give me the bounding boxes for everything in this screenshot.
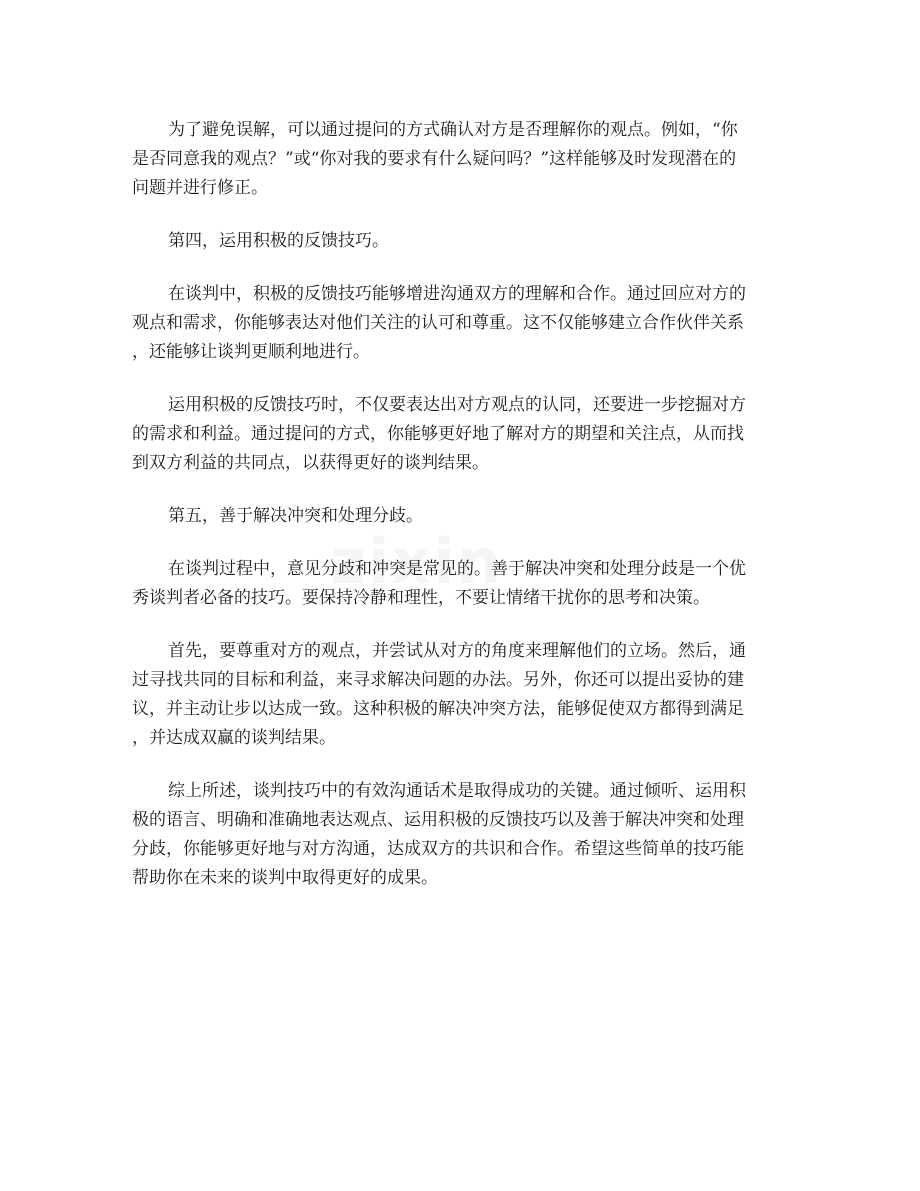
section-heading-5: 第五，善于解决冲突和处理分歧。 bbox=[168, 506, 423, 526]
paragraph-feedback-usage: 运用积极的反馈技巧时，不仅要表达出对方观点的认同，还要进一步挖掘对方 的需求和利益。通过提问的方式，你能够更好地了解对方的期望和关注点，从而找 到双方利益的共同点，以获得更好的谈判结果。 bbox=[132, 395, 746, 473]
paragraph-positive-feedback: 在谈判中，积极的反馈技巧能够增进沟通双方的理解和合作。通过回应对方的 观点和需求，你能够表达对他们关注的认可和尊重。这不仅能够建立合作伙伴关系 ，还能够让谈判更顺利地进行。 bbox=[132, 284, 746, 362]
watermark: zixin bbox=[330, 525, 503, 598]
document-body bbox=[132, 116, 792, 917]
paragraph-conflict-intro: 在谈判过程中，意见分歧和冲突是常见的。善于解决冲突和处理分歧是一个优 秀谈判者必备的技巧。要保持冷静和理性，不要让情绪干扰你的思考和决策。 bbox=[132, 559, 746, 608]
paragraph-clarify-by-asking: 为了避免误解，可以通过提问的方式确认对方是否理解你的观点。例如，“你 是否同意我的观点？”或“你对我的要求有什么疑问吗？”这样能够及时发现潜在的 问题并进行修正。 bbox=[132, 120, 738, 198]
section-heading-4: 第四，运用积极的反馈技巧。 bbox=[168, 231, 389, 251]
paragraph-conflict-methods: 首先，要尊重对方的观点，并尝试从对方的角度来理解他们的立场。然后，通 过寻找共同的目标和利益，来寻求解决问题的办法。另外，你还可以提出妥协的建 议，并主动让步以达成一致。这种积极的解决冲突方法，能够促使双方都得到满足 ，并达成双赢的谈判结果。 bbox=[132, 641, 746, 748]
paragraph-conclusion: 综上所述，谈判技巧中的有效沟通话术是取得成功的关键。通过倾听、运用积 极的语言、明确和准确地表达观点、运用积极的反馈技巧以及善于解决冲突和处理 分歧，你能够更好地与对方沟通，达成双方的共识和合作。希望这些简单的技巧能 帮助你在未来的谈判中取得更好的成果。 bbox=[132, 781, 746, 888]
